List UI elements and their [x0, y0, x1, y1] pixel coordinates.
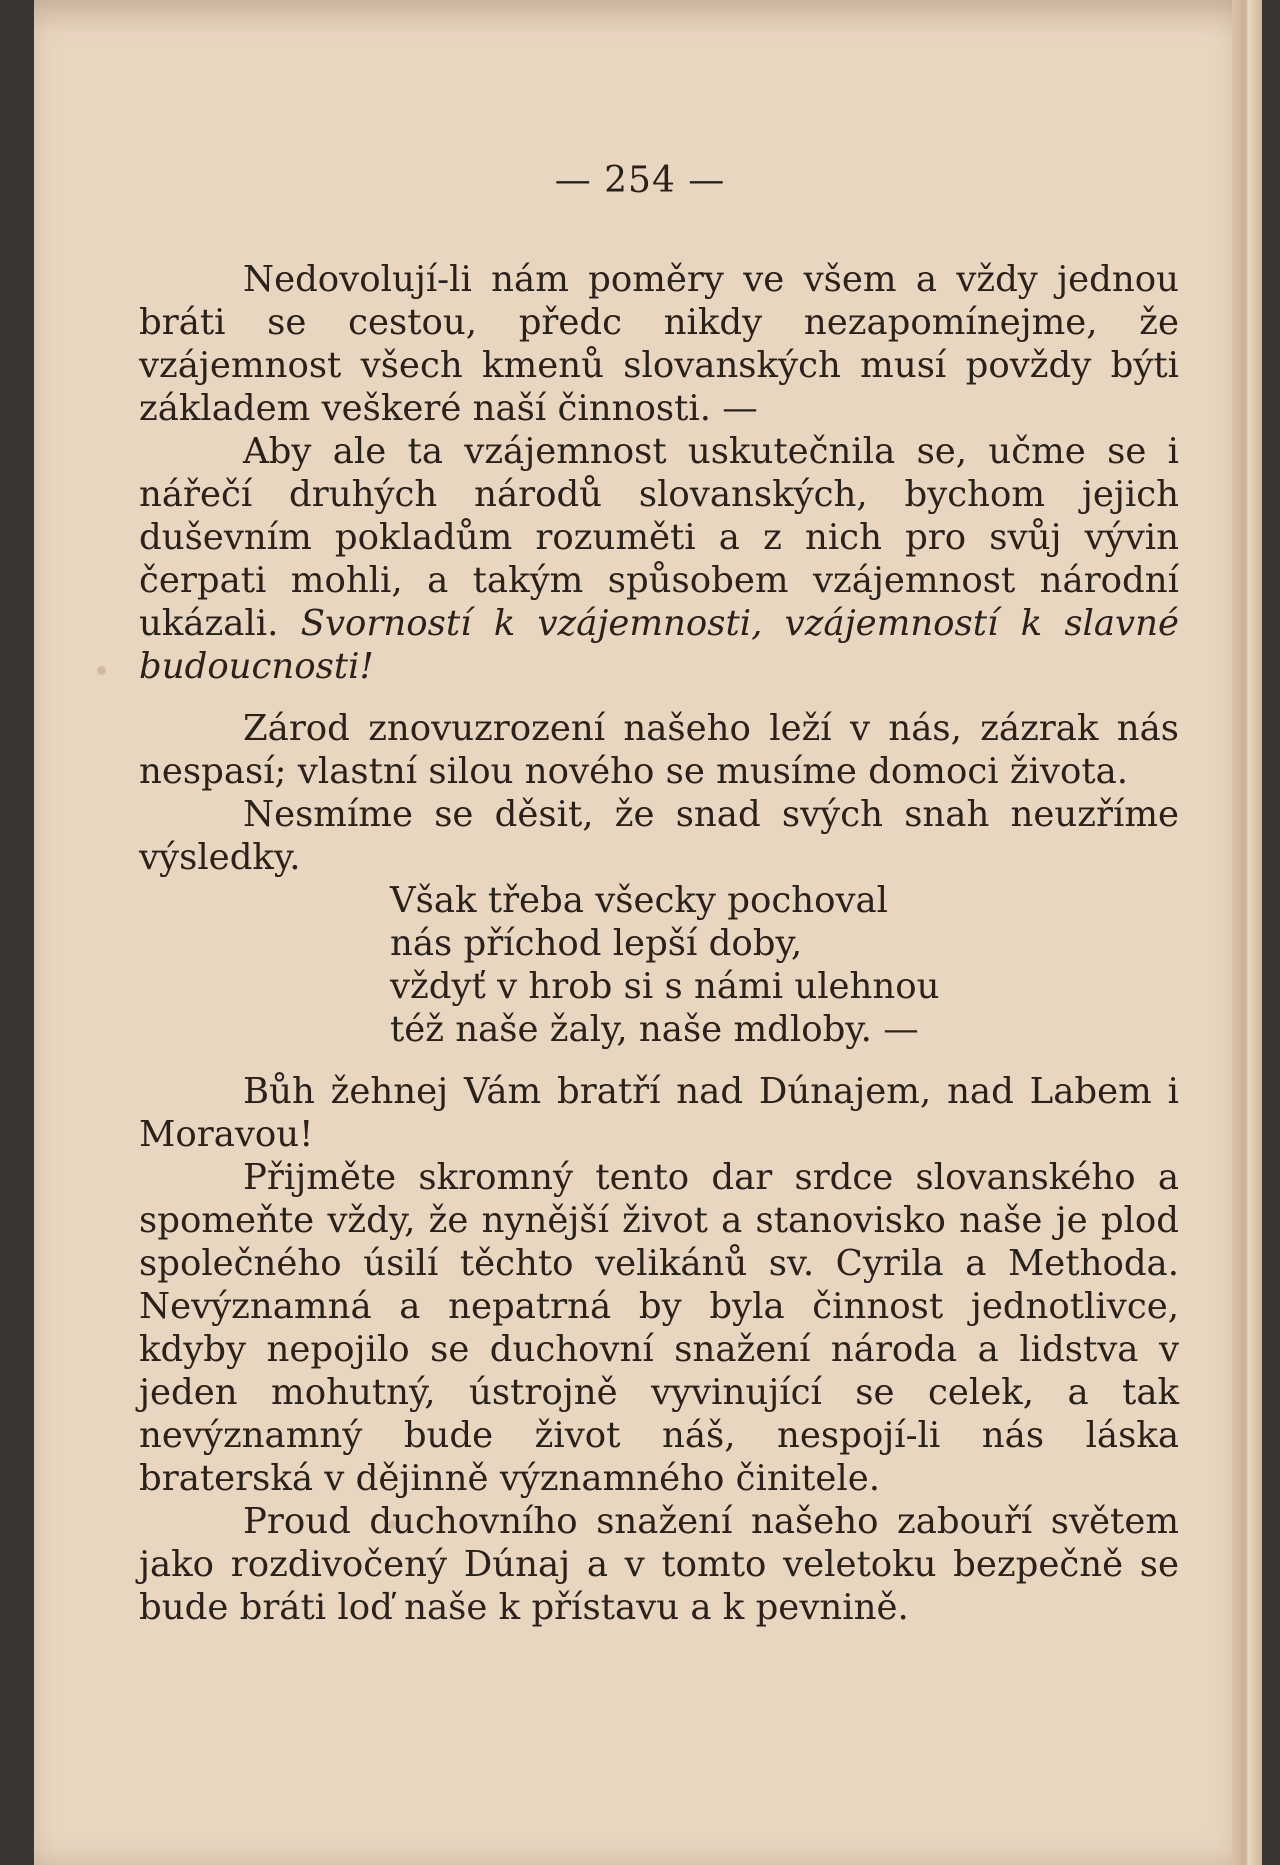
paragraph-3: Zárod znovuzrození našeho leží v nás, zázrak nás nespasí; vlastní silou nového se musíme domoci života. — [139, 708, 1179, 792]
paragraph-1: Nedovolují-li nám poměry ve všem a vždy jednou bráti se cestou, předc nikdy nezapomínejme, že vzájemnost všech kmenů slovanských musí povždy býti základem veškeré naší činnosti. — — [139, 259, 1179, 429]
paragraph-2-text: Aby ale ta vzájemnost uskutečnila se, učme se i nářečí druhých národů slovanských, bychom jejich duševním pokladům rozuměti a z nich pro svůj vývin čerpati mohli, a takým spůsobem vzájemnost národní ukázali. — [139, 431, 1179, 644]
paragraph-4: Nesmíme se děsit, že snad svých snah neuzříme výsledky. — [139, 794, 1179, 878]
verse-line: nás příchod lepší doby, — [390, 923, 803, 964]
paragraph-2 — [139, 430, 1179, 688]
verse-line: vždyť v hrob si s námi ulehnou — [390, 966, 940, 1007]
body-text — [139, 258, 1179, 1629]
page-number: — 254 — — [554, 160, 726, 201]
paragraph-7: Proud duchovního snažení našeho zabouří světem jako rozdivočený Dúnaj a v tomto veletoku bezpečně se bude bráti loď naše k přístavu a k pevnině. — [139, 1501, 1179, 1628]
paper-speck — [97, 666, 106, 675]
verse — [390, 879, 1179, 1051]
page-edge — [1232, 0, 1262, 1865]
verse-line: též naše žaly, naše mdloby. — — [390, 1009, 919, 1050]
paragraph-6: Přijměte skromný tento dar srdce slovanského a spomeňte vždy, že nynější život a stanovisko naše je plod společného úsilí těchto velikánů sv. Cyrila a Methoda. Nevýznamná a nepatrná by byla činnost jednotlivce, kdyby nepojilo se duchovní snažení národa a lidstva v jeden mohutný, ústrojně vyvinující se celek, a tak nevýznamný bude život náš, nespojí-li nás láska braterská v dějinně významného činitele. — [139, 1157, 1179, 1499]
verse-line: Však třeba všecky pochoval — [390, 880, 889, 921]
paragraph-2-motto: Svorností k vzájemnosti, vzájemností k slavné budoucnosti! — [139, 603, 1179, 687]
paragraph-5: Bůh žehnej Vám bratří nad Dúnajem, nad Labem i Moravou! — [139, 1071, 1179, 1155]
